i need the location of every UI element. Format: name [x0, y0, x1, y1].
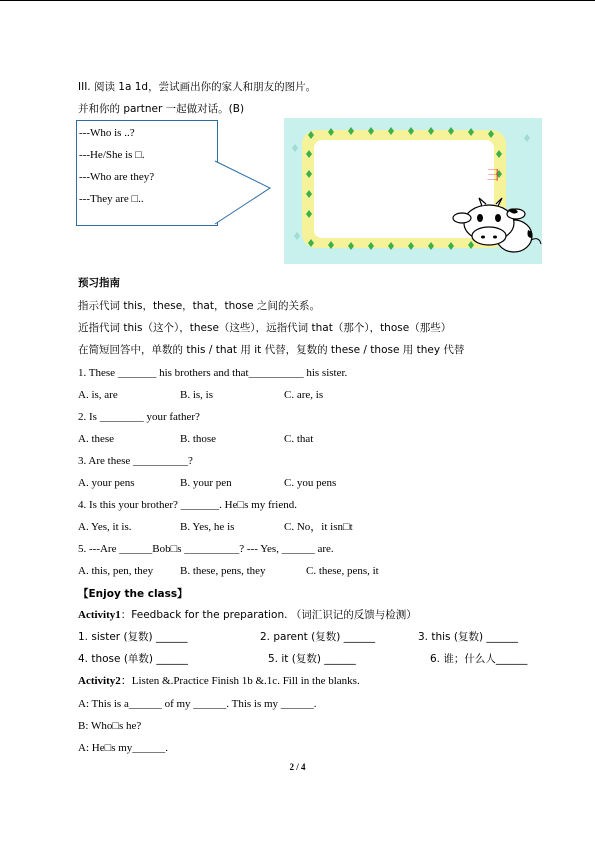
- option-a: A. your pens: [78, 477, 135, 489]
- preview-line: 指示代词 this，these，that，those 之间的关系。: [78, 300, 320, 312]
- vocab-item: 6. 谁；什么人______: [430, 653, 528, 665]
- activity1-text: ：Feedback for the preparation. （词汇识记的反馈与检测）: [120, 609, 417, 621]
- dialogue-box: [76, 120, 218, 226]
- option-b: B. these, pens, they: [180, 565, 266, 577]
- option-c: C. these, pens, it: [306, 565, 379, 577]
- question-stem: 3. Are these __________?: [78, 455, 193, 467]
- section-3-instruction-line2: 并和你的 partner 一起做对话。(B): [78, 103, 245, 115]
- vocab-item: 5. it (复数) ______: [268, 653, 356, 665]
- question-stem: 2. Is ________ your father?: [78, 411, 200, 423]
- section-3-instruction-line1: III. 阅读 1a 1d，尝试画出你的家人和朋友的图片。: [78, 81, 317, 93]
- page-number: 2 / 4: [289, 762, 306, 772]
- fill-dialog-line: A: He□s my______.: [78, 742, 169, 754]
- activity2-label: Activity2: [78, 675, 121, 687]
- vocab-item: 1. sister (复数) ______: [78, 631, 188, 643]
- dialogue-line: ---They are □..: [79, 193, 144, 205]
- activity2-text: ：Listen &.Practice Finish 1b &.1c. Fill in the blanks.: [120, 675, 360, 687]
- speech-bubble-tail: [214, 160, 274, 226]
- vocab-item: 2. parent (复数) ______: [260, 631, 376, 643]
- activity1-label: Activity1: [78, 609, 121, 621]
- vocab-item: 4. those (单数) ______: [78, 653, 188, 665]
- preview-line: 近指代词 this（这个），these（这些），远指代词 that（那个），those（那些）: [78, 322, 452, 334]
- dialogue-line: ---Who is ..?: [79, 127, 135, 139]
- option-b: B. is, is: [180, 389, 214, 401]
- fill-dialog-line: A: This is a______ of my ______. This is my ______.: [78, 698, 317, 710]
- enjoy-class-heading: 【Enjoy the class】: [78, 588, 188, 600]
- dialogue-line: ---He/She is □.: [79, 149, 145, 161]
- option-c: C. are, is: [284, 389, 324, 401]
- option-c: C. that: [284, 433, 314, 445]
- dialogue-line: ---Who are they?: [79, 171, 155, 183]
- vocab-item: 3. this (复数) ______: [418, 631, 518, 643]
- preview-guide-title: 预习指南: [78, 277, 120, 289]
- preview-line: 在简短回答中，单数的 this / that 用 it 代替，复数的 these / those 用 they 代替: [78, 344, 465, 356]
- option-a: A. Yes, it is.: [78, 521, 132, 533]
- option-b: B. your pen: [180, 477, 232, 489]
- fill-dialog-line: B: Who□s he?: [78, 720, 142, 732]
- question-stem: 5. ---Are ______Bob□s __________? --- Yes, ______ are.: [78, 543, 334, 555]
- activity1-line: [78, 609, 417, 622]
- header-rule: [0, 0, 595, 1]
- option-a: A. this, pen, they: [78, 565, 154, 577]
- picture-frame-cow-illustration: [284, 118, 542, 264]
- svg-text:彐: 彐: [486, 168, 500, 184]
- option-b: B. Yes, he is: [180, 521, 235, 533]
- question-stem: 4. Is this your brother? _______. He□s my friend.: [78, 499, 297, 511]
- option-a: A. is, are: [78, 389, 118, 401]
- option-c: C. No，it isn□t: [284, 521, 353, 533]
- option-a: A. these: [78, 433, 115, 445]
- option-b: B. those: [180, 433, 217, 445]
- option-c: C. you pens: [284, 477, 337, 489]
- question-stem: 1. These _______ his brothers and that__________ his sister.: [78, 367, 348, 379]
- activity2-line: [78, 675, 360, 688]
